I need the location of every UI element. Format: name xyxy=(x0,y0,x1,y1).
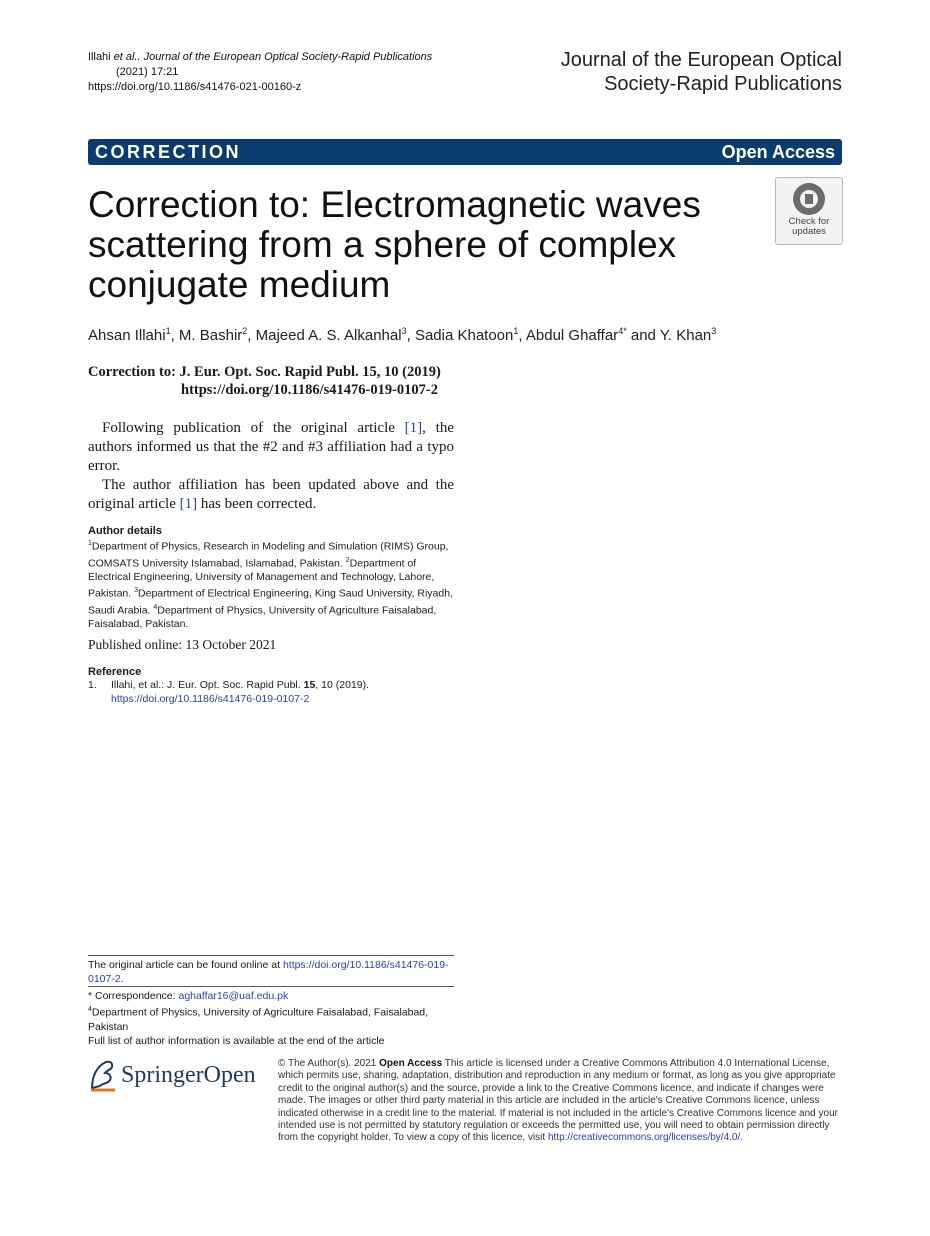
journal-name-line2: Society-Rapid Publications xyxy=(604,73,842,95)
author-name[interactable]: Abdul Ghaffar xyxy=(525,327,619,344)
article-type-banner xyxy=(88,139,842,165)
license-statement: © The Author(s). 2021 Open Access This article is licensed under a Creative Commons Attribution 4.0 International License, which permits use, sharing, adaptation, distribution and reproduction in any medium or format, as long as you give appropriate credit to the original author(s) and the source, provide a link to the Creative Commons licence, and indicate if changes were made. The images or other third party material in this article are included in the article's Creative Commons licence, unless indicated otherwise in a credit line to the material. If material is not included in the article's Creative Commons licence and your intended use is not permitted by statutory regulation or exceeds the permitted use, you will need to obtain permission directly from the copyright holder. To view a copy of this licence, visit http://creativecommons.org/licenses/by/4.0/. xyxy=(278,1058,838,1144)
author-name: Majeed A. S. Alkanhal xyxy=(255,327,402,344)
original-article-note: The original article can be found online at https://doi.org/10.1186/s41476-019-0107-2. xyxy=(88,959,449,985)
correction-citation-line1: Correction to: J. Eur. Opt. Soc. Rapid Publ. 15, 10 (2019) xyxy=(88,364,441,380)
correspondence-note: * Correspondence: aghaffar16@uaf.edu.pk $^4$Department of Physics, University of Agriculture Faisalabad, Faisalabad, Pakistan Full list of author information is available at the end of the article xyxy=(88,989,454,1048)
reference-item: 1. Illahi, et al.: J. Eur. Opt. Soc. Rapid Publ. 15, 10 (2019). https://doi.org/10.1186/s41476-019-0107-2 xyxy=(88,679,369,705)
author-name: Y. Khan xyxy=(659,327,712,344)
authors-and: and xyxy=(630,327,656,344)
author-name: Ahsan Illahi xyxy=(88,327,166,344)
article-type: CORRECTION xyxy=(95,142,241,162)
check-updates-line1: Check for xyxy=(788,216,830,227)
author-affiliation-mark: 4* xyxy=(618,326,627,336)
running-header: Illahi et al.. Journal of the European Optical Society-Rapid Publications (2021) 17:21 https://doi.org/10.1186/s41476-021-00160-z xyxy=(88,51,433,93)
author-details-heading: Author details xyxy=(88,525,162,537)
original-article-link[interactable]: https://doi.org/10.1186/s41476-019-0107-2 xyxy=(88,959,449,985)
article-body xyxy=(88,419,454,514)
full-author-info-note: Full list of author information is available at the end of the article xyxy=(88,1034,385,1047)
affiliation-list: $^1$Department of Physics, Research in Modeling and Simulation (RIMS) Group, COMSATS University Islamabad, Islamabad, Pakistan. $^2$Department of Electrical Engineering, University of Management and Technology, Lahore, Pakistan. $^3$Department of Electrical Engineering, King Saud University, Riyadh, Saudi Arabia. $^4$Department of Physics, University of Agriculture Faisalabad, Faisalabad, Pakistan. xyxy=(88,540,453,630)
citation-author: Illahi xyxy=(88,51,111,63)
check-updates-line2: updates xyxy=(792,226,826,237)
springer-open-logo xyxy=(88,1058,258,1094)
correction-citation-doi[interactable]: https://doi.org/10.1186/s41476-019-0107-2 xyxy=(181,382,438,398)
check-for-updates-button[interactable] xyxy=(775,177,843,245)
reference-link[interactable]: [1] xyxy=(179,496,198,512)
footnote-divider xyxy=(88,986,454,987)
body-paragraph: Following publication of the original article [1], the authors informed us that the #2 and #3 affiliation had a typo error. xyxy=(88,420,455,474)
reference-heading: Reference xyxy=(88,666,142,678)
author-name: Sadia Khatoon xyxy=(414,327,514,344)
journal-name-line1: Journal of the European Optical xyxy=(560,49,842,71)
correction-citation xyxy=(88,363,454,399)
reference-number: 1. xyxy=(88,679,97,691)
open-access-label: Open Access xyxy=(721,142,835,162)
author-affiliation-mark: 1 xyxy=(513,326,519,336)
open-wordmark: Open xyxy=(203,1062,256,1088)
citation-etal: et al. xyxy=(113,51,138,63)
citation-journal: Journal of the European Optical Society-Rapid Publications xyxy=(143,51,433,63)
author-name: M. Bashir xyxy=(178,327,243,344)
springer-wordmark: Springer xyxy=(121,1062,204,1088)
author-affiliation-mark: 1 xyxy=(165,326,171,336)
journal-name xyxy=(561,48,842,96)
author-affiliation-mark: 3 xyxy=(401,326,407,336)
body-paragraph: The author affiliation has been updated above and the original article [1] has been corrected. xyxy=(88,477,454,512)
crossmark-icon xyxy=(793,183,825,215)
published-date: Published online: 13 October 2021 xyxy=(88,637,277,652)
reference-section xyxy=(88,666,454,706)
article-title: Correction to: Electromagnetic waves scattering from a sphere of complex conjugate medium xyxy=(88,184,701,305)
springer-horse-icon xyxy=(88,1058,118,1092)
open-access-bold: Open Access xyxy=(379,1058,443,1069)
author-list: Ahsan Illahi$^1$, M. Bashir$^2$, Majeed A. S. Alkanhal$^3$, Sadia Khatoon$^1$, Abdul Ghaffar$^{4*}$ and Y. Khan$^3$ xyxy=(88,326,717,344)
citation-volume: (2021) 17:21 xyxy=(116,66,179,78)
citation-doi[interactable]: https://doi.org/10.1186/s41476-021-00160-z xyxy=(88,81,302,93)
reference-doi-link[interactable]: https://doi.org/10.1186/s41476-019-0107-2 xyxy=(111,693,310,705)
correspondence-email-link[interactable]: aghaffar16@uaf.edu.pk xyxy=(178,990,289,1002)
license-link[interactable]: http://creativecommons.org/licenses/by/4.0/ xyxy=(547,1132,741,1144)
author-details xyxy=(88,525,454,631)
author-affiliation-mark: 2 xyxy=(242,326,248,336)
reference-link[interactable]: [1] xyxy=(404,420,423,436)
footnote-divider xyxy=(88,955,454,956)
author-affiliation-mark: 3 xyxy=(711,326,717,336)
